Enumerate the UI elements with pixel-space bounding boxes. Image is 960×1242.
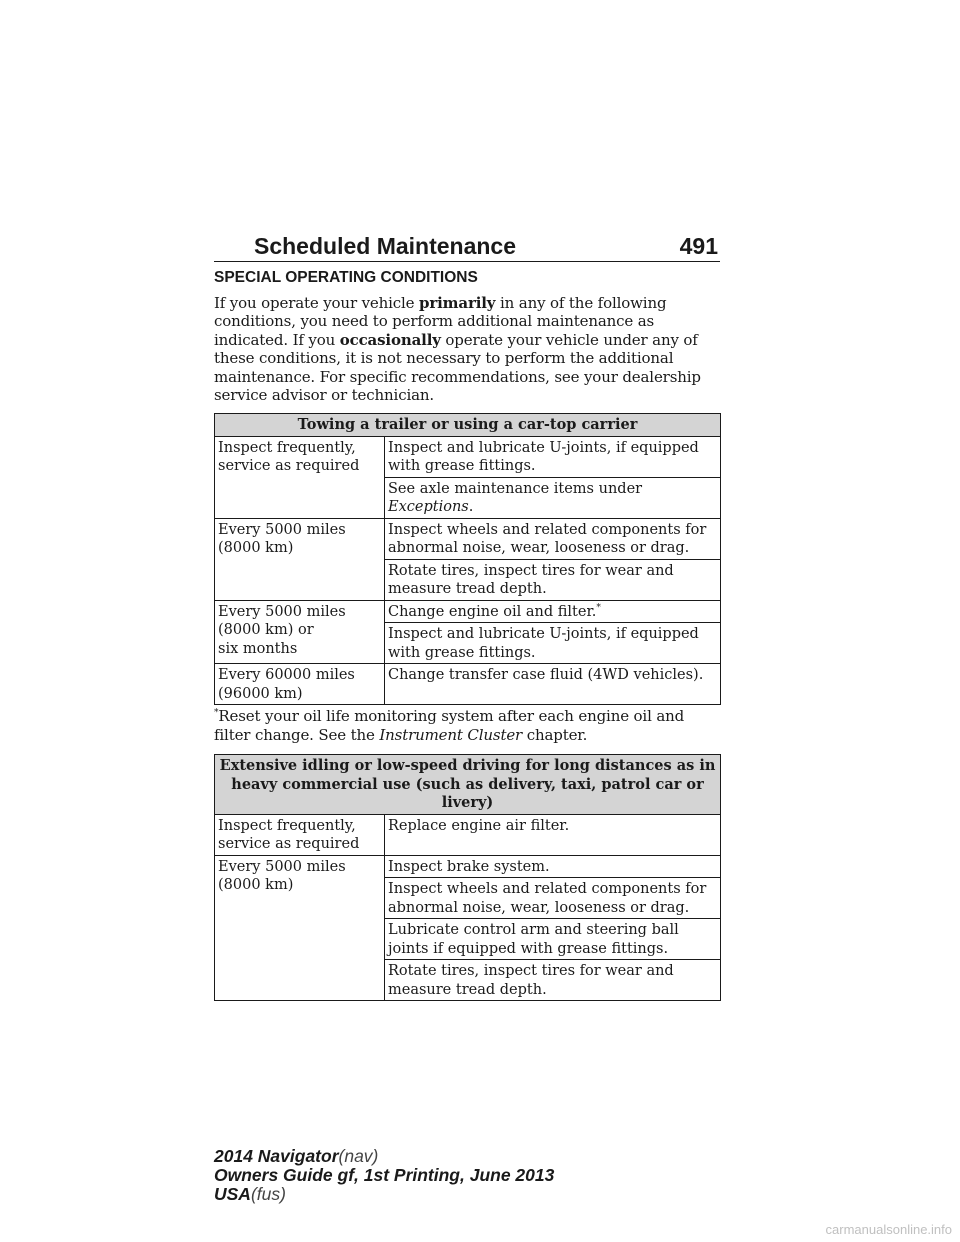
instrument-cluster-reference: Instrument Cluster (379, 725, 523, 744)
footer-model: 2014 Navigator (214, 1146, 339, 1166)
table-row (215, 436, 721, 477)
intro-bold-occasionally: occasionally (339, 330, 441, 349)
table-row (215, 855, 721, 878)
footnote-text: Reset your oil life monitoring system after each engine oil and filter change. See the (214, 707, 685, 744)
footnote-star: * (214, 708, 219, 719)
interval-cell: Inspect frequently, service as required (215, 814, 385, 855)
table-title: Extensive idling or low-speed driving for long distances as in heavy commercial use (such as delivery, taxi, patrol car or livery) (215, 755, 721, 815)
task-cell: Replace engine air filter. (385, 814, 721, 855)
idling-maintenance-table (214, 754, 721, 1001)
footer-market-code: (fus) (250, 1184, 286, 1204)
footnote (214, 707, 720, 744)
interval-cell: Every 60000 miles (96000 km) (215, 664, 385, 705)
watermark: carmanualsonline.info (825, 1222, 952, 1237)
interval-cell: Every 5000 miles (8000 km) (215, 518, 385, 600)
table-row (215, 814, 721, 855)
footer-model-code: (nav) (338, 1146, 379, 1166)
task-text: Change engine oil and filter. (388, 603, 597, 620)
towing-maintenance-table (214, 413, 721, 705)
interval-cell (215, 600, 385, 664)
task-cell: Inspect brake system. (385, 855, 721, 878)
footer-line (214, 1185, 554, 1204)
task-cell: Inspect and lubricate U-joints, if equipped with grease fittings. (385, 436, 721, 477)
interval-cell: Every 5000 miles (8000 km) (215, 855, 385, 1001)
intro-bold-primarily: primarily (419, 294, 496, 312)
exceptions-reference: Exceptions (388, 499, 469, 516)
interval-line: Every 5000 miles (218, 603, 346, 620)
task-cell: Rotate tires, inspect tires for wear and measure tread depth. (385, 960, 721, 1001)
footer-line (214, 1147, 554, 1166)
page-title: Scheduled Maintenance (254, 233, 517, 259)
table-row (215, 518, 721, 559)
intro-text-3: operate your vehicle under any of these conditions, it is not necessary to perform the additional maintenance. For specific recommendations, see your dealership service advisor or technician. (214, 330, 701, 405)
task-cell: Change transfer case fluid (4WD vehicles). (385, 664, 721, 705)
task-cell: Inspect wheels and related components for abnormal noise, wear, looseness or drag. (385, 878, 721, 919)
interval-line: six months (218, 640, 298, 657)
task-cell: Rotate tires, inspect tires for wear and measure tread depth. (385, 559, 721, 600)
page-header (214, 231, 720, 262)
table-row (215, 664, 721, 705)
footer-printing: Owners Guide gf, 1st Printing, June 2013 (214, 1165, 555, 1185)
intro-text-1: If you operate your vehicle (214, 294, 420, 312)
print-footer (214, 1147, 554, 1204)
section-heading: SPECIAL OPERATING CONDITIONS (214, 269, 478, 286)
table-row (215, 600, 721, 623)
interval-cell: Inspect frequently, service as required (215, 436, 385, 518)
page-number: 491 (679, 233, 718, 259)
footnote-marker: * (596, 602, 601, 613)
main-content (214, 268, 720, 1001)
task-cell: Inspect wheels and related components for abnormal noise, wear, looseness or drag. (385, 518, 721, 559)
task-text-suffix: . (468, 499, 474, 516)
task-cell: Lubricate control arm and steering ball joints if equipped with grease fittings. (385, 919, 721, 960)
intro-paragraph (214, 294, 720, 404)
task-cell (385, 477, 721, 518)
table-title: Towing a trailer or using a car-top carrier (215, 414, 721, 437)
intro-text-2: in any of the following conditions, you need to perform additional maintenance as indicated. If you (214, 294, 667, 349)
task-cell (385, 600, 721, 623)
footnote-suffix: chapter. (522, 725, 588, 744)
footer-line (214, 1166, 554, 1185)
task-text: See axle maintenance items under (388, 480, 643, 497)
task-cell: Inspect and lubricate U-joints, if equipped with grease fittings. (385, 623, 721, 664)
interval-line: (8000 km) or (218, 622, 314, 639)
footer-market: USA (214, 1184, 251, 1204)
